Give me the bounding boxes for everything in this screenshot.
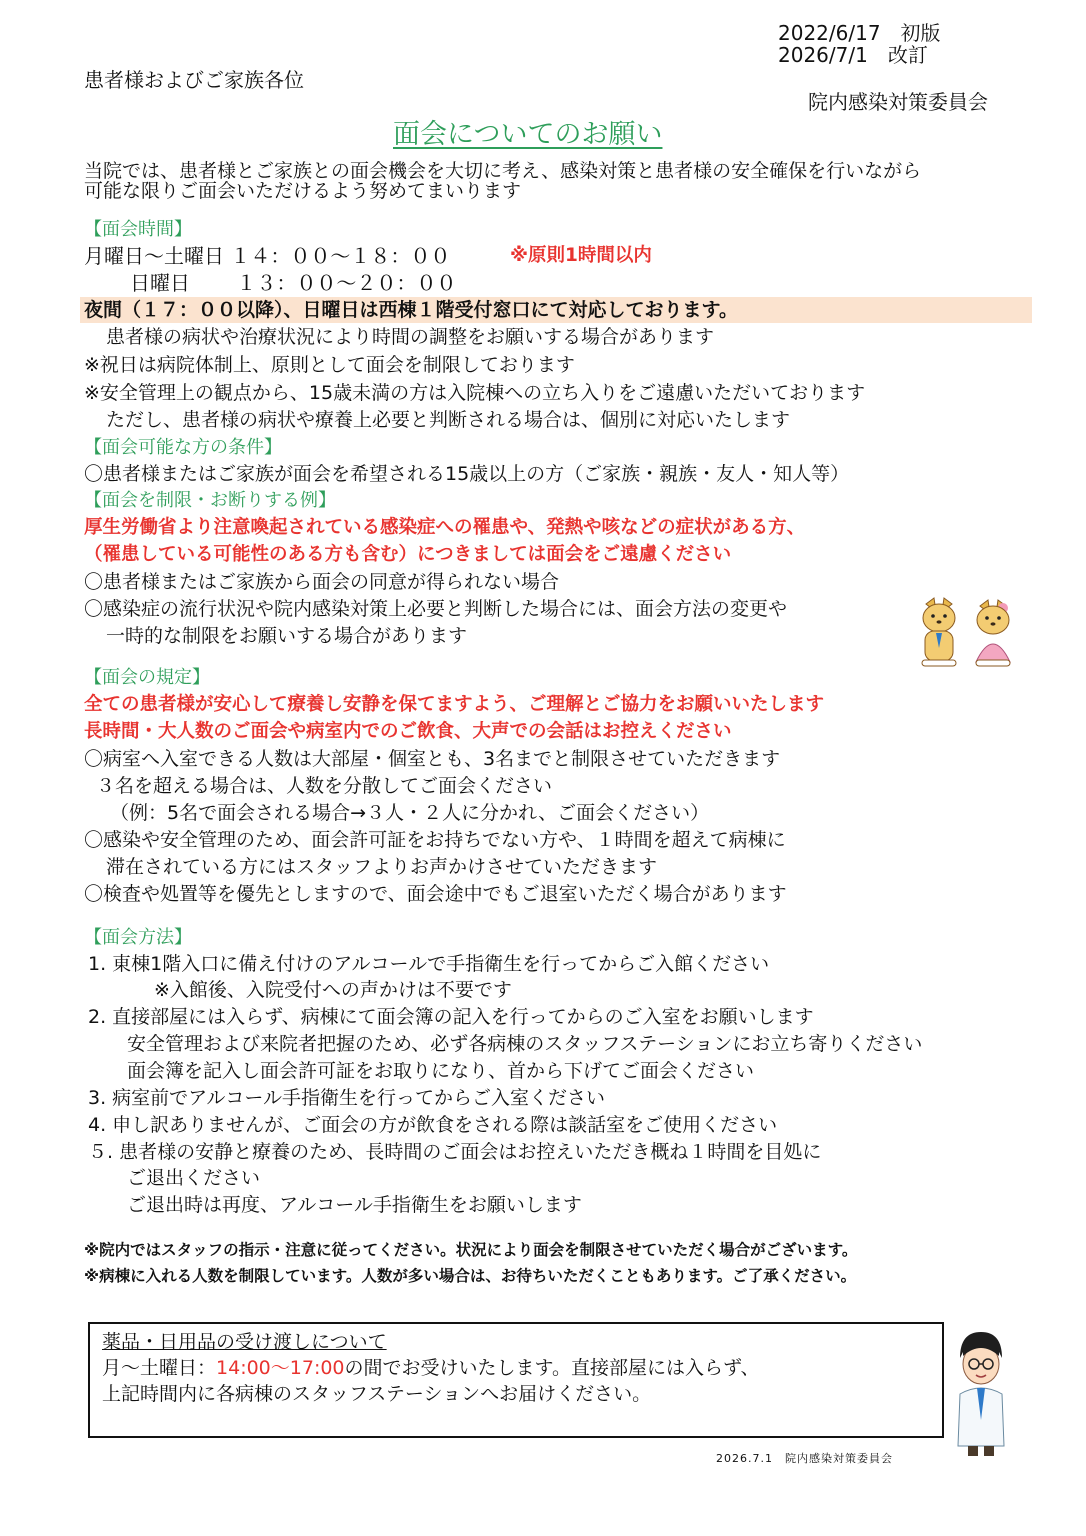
footnote-2: ※病棟に入れる人数を制限しています。人数が多い場合は、お待ちいただくこともあります。ご了承ください。 [84,1267,857,1285]
dog-mascot-right-icon [976,600,1010,666]
delivery-box [88,1322,944,1438]
rules-item-1: 〇病室へ入室できる人数は大部屋・個室とも、3名までと制限させていただきます [84,748,781,770]
rules-alert-1: 全ての患者様が安心して療養し安静を保てますよう、ご理解とご協力をお願いいたします [84,694,825,715]
delivery-line-1 [102,1356,760,1380]
hours-note-3: ※安全管理上の観点から、15歳未満の方は入院棟への立ち入りをご遠慮いただいております [84,382,866,404]
delivery-time: 14:00～17:00 [216,1357,345,1379]
rules-item-6: 〇検査や処置等を優先としますので、面会途中でもご退室いただく場合があります [84,883,787,905]
hours-note-2: ※祝日は病院体制上、原則として面会を制限しております [84,354,575,376]
method-heading: 【面会方法】 [84,927,192,948]
night-hours-notice: 夜間（１７：００以降）、日曜日は西棟１階受付窓口にて対応しております。 [84,299,738,321]
revision-date: 2026/7/1 改訂 [778,43,928,67]
method-step-1: 1. 東棟1階入口に備え付けのアルコールで手指衛生を行ってからご入館ください [88,953,770,975]
weekday-hours: 月曜日～土曜日 １４：００～１８：００ [84,244,451,268]
sunday-hours: 日曜日 １３：００～２０：００ [130,271,457,295]
weekday-hours-note: ※原則1時間以内 [510,245,652,266]
dog-mascot-left-icon [922,598,956,666]
restrict-item-2: 〇感染症の流行状況や院内感染対策上必要と判断した場合には、面会方法の変更や [84,598,788,620]
method-step-4: 4. 申し訳ありませんが、ご面会の方が飲食をされる際は談話室をご使用ください [88,1114,778,1136]
addressee: 患者様およびご家族各位 [84,68,304,92]
method-step-1-note: ※入館後、入院受付への声かけは不要です [154,979,512,1001]
method-step-2-detail-1: 安全管理および来院者把握のため、必ず各病棟のスタッフステーションにお立ち寄りください [127,1033,923,1055]
rules-heading: 【面会の規定】 [84,667,210,688]
method-step-2: 2. 直接部屋には入らず、病棟にて面会簿の記入を行ってからのご入室をお願いします [88,1006,814,1028]
intro-line-2: 可能な限りご面会いただけるよう努めてまいります [84,180,522,202]
intro-line-1: 当院では、患者様とご家族との面会機会を大切に考え、感染対策と患者様の安全確保を行いながら [84,160,922,182]
restrict-item-3: 一時的な制限をお願いする場合があります [106,625,468,647]
dog-mascots-illustration [912,596,1022,674]
footer-credit: 2026.7.1 院内感染対策委員会 [716,1452,893,1465]
rules-alert-2: 長時間・大人数のご面会や病室内でのご飲食、大声での会話はお控えください [84,721,732,742]
delivery-line-2: 上記時間内に各病棟のスタッフステーションへお届けください。 [102,1383,652,1405]
method-step-5-detail-1: ご退出ください [127,1167,261,1189]
delivery-days: 月～土曜日： [102,1357,217,1379]
committee-name: 院内感染対策委員会 [808,90,988,114]
method-step-3: 3. 病室前でアルコール手指衛生を行ってからご入室ください [88,1087,606,1109]
restrict-heading: 【面会を制限・お断りする例】 [84,490,336,511]
rules-item-2: ３名を超える場合は、人数を分散してご面会ください [96,775,553,797]
method-step-5-detail-2: ご退出時は再度、アルコール手指衛生をお願いします [127,1194,582,1216]
hours-heading: 【面会時間】 [84,219,192,240]
hours-note-4: ただし、患者様の病状や療養上必要と判断される場合は、個別に対応いたします [106,409,791,431]
footnote-1: ※院内ではスタッフの指示・注意に従ってください。状況により面会を制限させていただく場合がございます。 [84,1241,858,1259]
doctor-illustration-icon [950,1328,1012,1458]
hours-note-1: 患者様の病状や治療状況により時間の調整をお願いする場合があります [106,326,715,348]
restrict-item-1: 〇患者様またはご家族から面会の同意が得られない場合 [84,571,560,593]
page-title: 面会についてのお願い [393,119,663,150]
eligible-heading: 【面会可能な方の条件】 [84,437,282,458]
rules-item-5: 滞在されている方にはスタッフよりお声かけさせていただきます [106,856,658,878]
delivery-line-1-rest: の間でお受けいたします。直接部屋には入らず、 [344,1357,760,1379]
rules-item-3: （例：5名で面会される場合→３人・２人に分かれ、ご面会ください） [110,802,710,824]
delivery-title: 薬品・日用品の受け渡しについて [102,1331,387,1353]
first-edition-date: 2022/6/17 初版 [778,21,941,45]
restrict-alert-1: 厚生労働省より注意喚起されている感染症への罹患や、発熱や咳などの症状がある方、 [84,517,806,538]
restrict-alert-2: （罹患している可能性のある方も含む）につきましては面会をご遠慮ください [84,544,732,565]
rules-item-4: 〇感染や安全管理のため、面会許可証をお持ちでない方や、１時間を超えて病棟に [84,829,786,851]
method-step-2-detail-2: 面会簿を記入し面会許可証をお取りになり、首から下げてご面会ください [127,1060,755,1082]
eligible-item: 〇患者様またはご家族が面会を希望される15歳以上の方（ご家族・親族・友人・知人等） [84,463,850,485]
method-step-5: ５. 患者様の安静と療養のため、長時間のご面会はお控えいただき概ね１時間を目処に [88,1141,822,1163]
